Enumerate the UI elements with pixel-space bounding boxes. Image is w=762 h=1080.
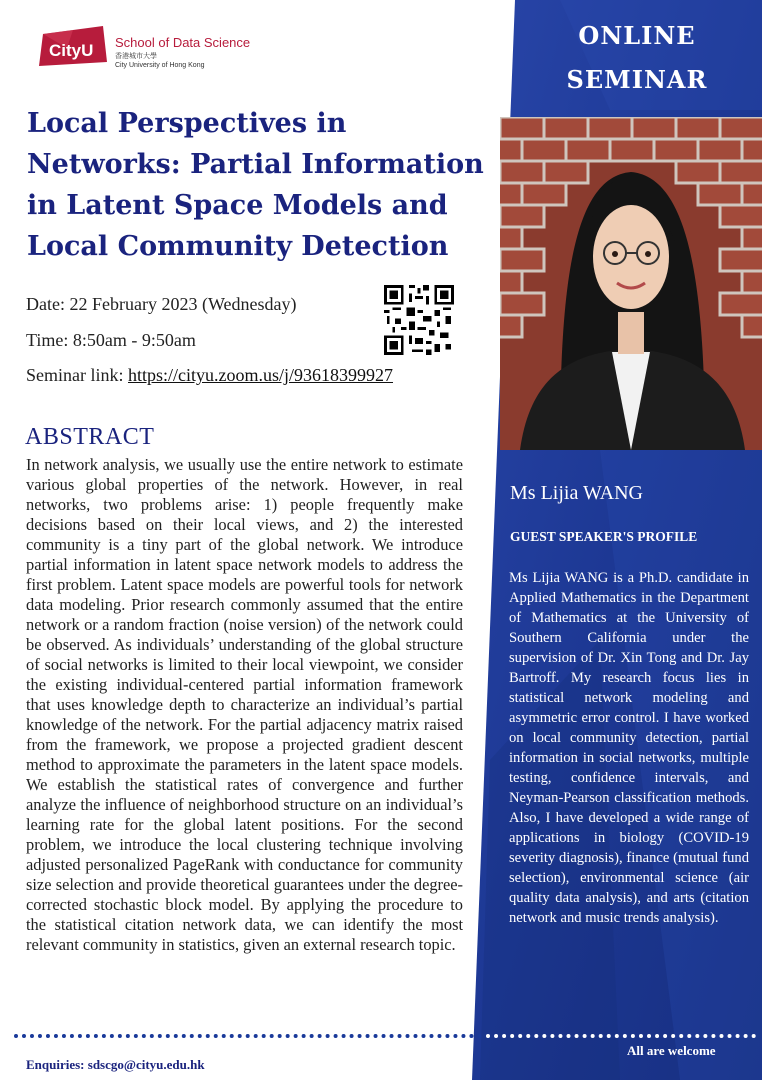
seminar-title: Local Perspectives in Networks: Partial Information in Latent Space Models and Local Community Detection (27, 108, 484, 262)
speaker-photo (500, 117, 762, 450)
logo-text: CityU (49, 41, 94, 60)
abstract-heading: ABSTRACT (25, 424, 155, 450)
school-name-secondary (115, 52, 204, 70)
seminar-time: Time: 8:50am - 9:50am (26, 330, 196, 350)
abstract-text: In network analysis, we usually use the entire network to estimate various global properties of the network. However, in real networks, two problems arise: 1) people frequently make decisions based on their local views, and 2) the interested community is a tiny part of the global network. We introduce partial information in latent space network models to address the first problem. Latent space models are powerful tools for network data modeling. Prior research commonly assumed that the entire network or a random fraction (noise version) of the network could be observed. As individuals’ understanding of the global structure of social networks is limited to their local viewpoint, we consider the existing individual-centered partial information framework that uses knowledge depth to characterize an individual’s partial knowledge of the network. For the partial adjacency matrix raised from the framework, we propose a projected gradient descent method to approximate the parameters in the latent space models. We establish the statistical rates of convergence and further analyze the influence of neighborhood structure on an individual’s learning rate for the global latent positions. For the second problem, we introduce the local clustering technique involving adjusted personalized PageRank with conductance for community size selection and provide theoretical guarantees under the degree-corrected stochastic block model. By applying the procedure to the statistical citation network data, we can identify the most relevant community in statistics, given an external research topic. (26, 455, 463, 954)
banner-line-2: SEMINAR (566, 65, 708, 94)
qr-code (384, 285, 454, 355)
banner-line-1: ONLINE (578, 21, 696, 50)
university-name-cn: 香港城市大學 (115, 53, 157, 60)
online-seminar-banner (512, 14, 762, 102)
footer-divider-right (486, 1034, 756, 1038)
seminar-link-row (26, 365, 393, 386)
seminar-link-label: Seminar link: (26, 365, 128, 385)
footer-divider-left (14, 1034, 482, 1038)
speaker-profile-heading: GUEST SPEAKER'S PROFILE (510, 529, 698, 544)
school-name: School of Data Science (115, 35, 251, 50)
seminar-date: Date: 22 February 2023 (Wednesday) (26, 294, 297, 314)
enquiries-contact: Enquiries: sdscgo@cityu.edu.hk (26, 1057, 205, 1072)
speaker-name: Ms Lijia WANG (510, 482, 643, 504)
seminar-link[interactable]: https://cityu.zoom.us/j/93618399927 (128, 365, 393, 385)
cityu-logo (37, 24, 109, 68)
university-name-en: City University of Hong Kong (115, 62, 205, 69)
all-welcome-note: All are welcome (627, 1043, 716, 1058)
speaker-bio: Ms Lijia WANG is a Ph.D. candidate in Applied Mathematics in the Department of Mathematics at the University of Southern California under the supervision of Dr. Xin Tong and Dr. Jay Bartroff. My research focus lies in statistical network modeling and asymmetric error control. I have worked on local community detection, partial information in social networks, multiple testing, confidence intervals, and Neyman-Pearson classification methods. Also, I have developed a wide range of applications in biology (COVID-19 severity diagnosis), finance (mutual fund selection), environmental science (air quality data analysis), and arts (citation network and music trends analysis). (509, 570, 749, 926)
